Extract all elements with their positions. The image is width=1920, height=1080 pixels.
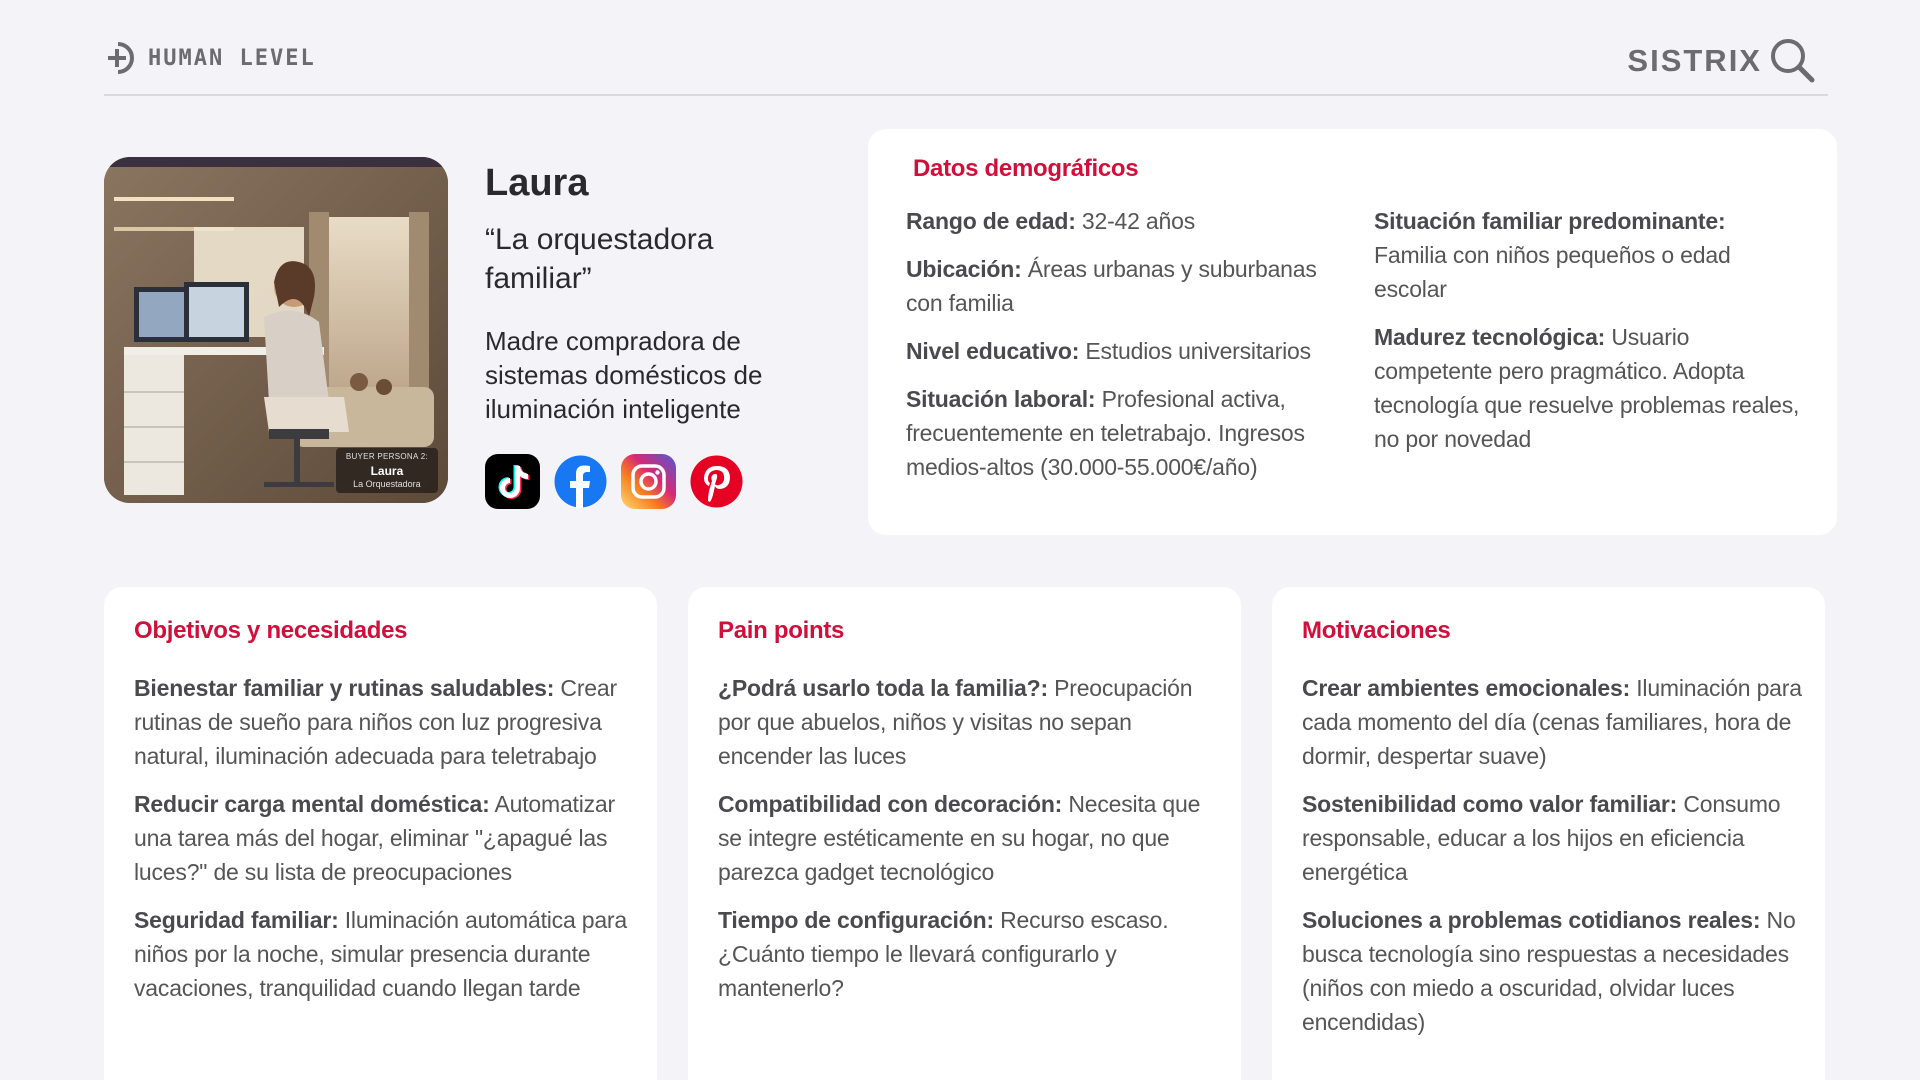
header: [104, 30, 1828, 96]
objectives-title: Objetivos y necesidades: [134, 617, 408, 644]
item-text: Profesional activa, frecuentemente en teletrabajo. Ingresos medios-altos (30.000-55.000€/año): [906, 386, 1305, 480]
item-text: Automatizar una tarea más del hogar, eliminar "¿apagué las luces?" de su lista de preocupaciones: [134, 791, 615, 885]
pinterest-icon[interactable]: [689, 454, 744, 509]
demographics-item: [906, 204, 1326, 238]
motivations-title: Motivaciones: [1302, 617, 1451, 644]
item-text: No busca tecnología sino respuestas a necesidades (niños con miedo a oscuridad, olvidar luces encendidas): [1302, 907, 1796, 1035]
list-item: [718, 903, 1223, 1005]
photo-tag-subtitle: La Orquestadora: [353, 479, 421, 489]
objectives-list: [134, 671, 639, 1019]
objectives-card: [104, 587, 657, 1080]
demographics-card: [868, 129, 1837, 535]
demographics-title: Datos demográficos: [913, 155, 1139, 182]
persona-quote: “La orquestadora familiar”: [485, 223, 714, 295]
item-label: ¿Podrá usarlo toda la familia?:: [718, 675, 1048, 701]
item-text: Crear rutinas de sueño para niños con luz progresiva natural, iluminación adecuada para teletrabajo: [134, 675, 617, 769]
item-label: Rango de edad:: [906, 208, 1076, 234]
pain-points-title: Pain points: [718, 617, 845, 644]
sistrix-logo[interactable]: [1627, 36, 1818, 86]
magnifier-icon: [1768, 36, 1818, 86]
demographics-column-1: [906, 204, 1326, 498]
item-label: Compatibilidad con decoración:: [718, 791, 1063, 817]
list-item: [1302, 903, 1807, 1039]
sistrix-logo-text: SISTRIX: [1627, 43, 1762, 78]
item-text: Áreas urbanas y suburbanas con familia: [906, 256, 1317, 316]
item-text: 32-42 años: [1075, 208, 1195, 234]
item-label: Madurez tecnológica:: [1374, 324, 1606, 350]
list-item: [134, 671, 639, 773]
item-text: Iluminación automática para niños por la noche, simular presencia durante vacaciones, tranquilidad cuando llegan tarde: [134, 907, 627, 1001]
item-label: Sostenibilidad como valor familiar:: [1302, 791, 1678, 817]
demographics-item: [906, 334, 1326, 368]
list-item: [1302, 671, 1807, 773]
persona-name: Laura: [485, 162, 589, 204]
list-item: [718, 787, 1223, 889]
item-label: Tiempo de configuración:: [718, 907, 994, 933]
human-level-logo-icon: [104, 40, 140, 76]
facebook-icon[interactable]: [553, 454, 608, 509]
item-label: Bienestar familiar y rutinas saludables:: [134, 675, 555, 701]
item-label: Reducir carga mental doméstica:: [134, 791, 490, 817]
item-label: Nivel educativo:: [906, 338, 1080, 364]
item-label: Situación familiar predominante:: [1374, 208, 1726, 234]
item-text: Usuario competente pero pragmático. Adopta tecnología que resuelve problemas reales, no por novedad: [1374, 324, 1800, 452]
list-item: [1302, 787, 1807, 889]
pain-points-list: [718, 671, 1223, 1019]
list-item: [718, 671, 1223, 773]
persona-photo: [104, 157, 448, 503]
pain-points-card: [688, 587, 1241, 1080]
persona-summary: [485, 160, 805, 426]
photo-tag-kicker: BUYER PERSONA 2:: [345, 452, 428, 461]
demographics-item: [1374, 204, 1804, 306]
demographics-item: [906, 382, 1326, 484]
human-level-logo[interactable]: [104, 38, 316, 78]
demographics-column-2: [1374, 204, 1804, 470]
item-text: Familia con niños pequeños o edad escolar: [1374, 242, 1731, 302]
persona-description: Madre compradora de sistemas domésticos de iluminación inteligente: [485, 326, 763, 424]
item-label: Seguridad familiar:: [134, 907, 339, 933]
item-label: Ubicación:: [906, 256, 1022, 282]
item-text: Iluminación para cada momento del día (cenas familiares, hora de dormir, despertar suave): [1302, 675, 1802, 769]
motivations-list: [1302, 671, 1807, 1053]
human-level-logo-text: HUMAN LEVEL: [148, 45, 316, 71]
tiktok-icon[interactable]: [485, 454, 540, 509]
demographics-item: [1374, 320, 1804, 456]
instagram-icon[interactable]: [621, 454, 676, 509]
item-label: Soluciones a problemas cotidianos reales:: [1302, 907, 1761, 933]
item-text: Preocupación por que abuelos, niños y visitas no sepan encender las luces: [718, 675, 1193, 769]
item-text: Estudios universitarios: [1079, 338, 1311, 364]
item-label: Crear ambientes emocionales:: [1302, 675, 1631, 701]
list-item: [134, 787, 639, 889]
item-text: Consumo responsable, educar a los hijos en eficiencia energética: [1302, 791, 1781, 885]
item-text: Necesita que se integre estéticamente en su hogar, no que parezca gadget tecnológico: [718, 791, 1201, 885]
item-text: Recurso escaso. ¿Cuánto tiempo le llevará configurarlo y mantenerlo?: [718, 907, 1169, 1001]
motivations-card: [1272, 587, 1825, 1080]
photo-tag-name: Laura: [370, 464, 404, 478]
social-icons: [485, 454, 744, 509]
list-item: [134, 903, 639, 1005]
demographics-item: [906, 252, 1326, 320]
item-label: Situación laboral:: [906, 386, 1096, 412]
photo-tag: [336, 448, 438, 493]
